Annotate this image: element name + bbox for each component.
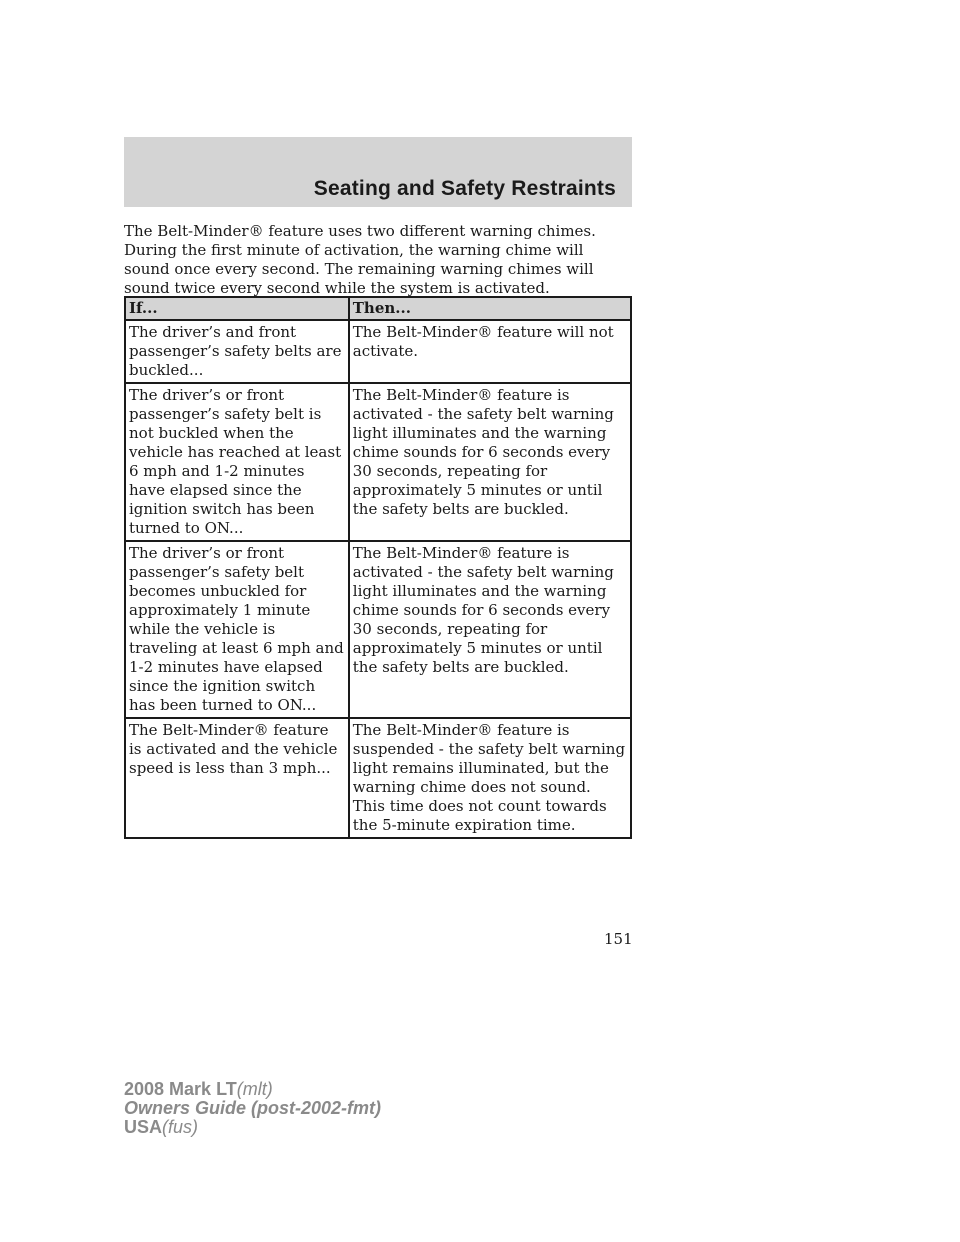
- document-footer: [124, 1080, 381, 1137]
- condition-cell: The driver’s or front passenger’s safety belt becomes unbuckled for approximately 1 minute while the vehicle is traveling at least 6 mph and 1-2 minutes have elapsed since the ignition switch has been turned to ON...: [125, 541, 349, 718]
- condition-cell: The Belt-Minder® feature is activated and the vehicle speed is less than 3 mph...: [125, 718, 349, 838]
- column-header-then: Then...: [349, 297, 631, 320]
- result-cell: The Belt-Minder® feature will not activate.: [349, 320, 631, 383]
- footer-market: USA: [124, 1117, 163, 1137]
- condition-cell: The driver’s or front passenger’s safety belt is not buckled when the vehicle has reached at least 6 mph and 1-2 minutes have elapsed since the ignition switch has been turned to ON...: [125, 383, 349, 541]
- footer-market-code: (fus): [162, 1117, 199, 1137]
- result-cell: The Belt-Minder® feature is suspended - the safety belt warning light remains illuminated, but the warning chime does not sound. This time does not count towards the 5-minute expiration time.: [349, 718, 631, 838]
- table-header-row: [125, 297, 631, 320]
- section-title: Seating and Safety Restraints: [313, 177, 616, 200]
- footer-model-code: (mlt): [236, 1079, 273, 1099]
- belt-minder-table: [124, 296, 632, 839]
- page-number: 151: [604, 930, 633, 948]
- table-row: [125, 320, 631, 383]
- condition-cell: The driver’s and front passenger’s safety belts are buckled...: [125, 320, 349, 383]
- footer-model: 2008 Mark LT: [124, 1079, 237, 1099]
- footer-line-3: [124, 1118, 381, 1137]
- table-row: [125, 383, 631, 541]
- result-cell: The Belt-Minder® feature is activated - the safety belt warning light illuminates and the warning chime sounds for 6 seconds every 30 seconds, repeating for approximately 5 minutes or until the safety belts are buckled.: [349, 383, 631, 541]
- table-row: [125, 718, 631, 838]
- footer-guide-title: Owners Guide (post-2002-fmt): [124, 1098, 382, 1118]
- section-header-band: [124, 137, 632, 207]
- table-row: [125, 541, 631, 718]
- footer-line-1: [124, 1080, 381, 1099]
- intro-paragraph: The Belt-Minder® feature uses two different warning chimes. During the first minute of activation, the warning chime will sound once every second. The remaining warning chimes will sound twice every second while the system is activated.: [124, 222, 596, 297]
- column-header-if: If...: [125, 297, 349, 320]
- result-cell: The Belt-Minder® feature is activated - the safety belt warning light illuminates and the warning chime sounds for 6 seconds every 30 seconds, repeating for approximately 5 minutes or until the safety belts are buckled.: [349, 541, 631, 718]
